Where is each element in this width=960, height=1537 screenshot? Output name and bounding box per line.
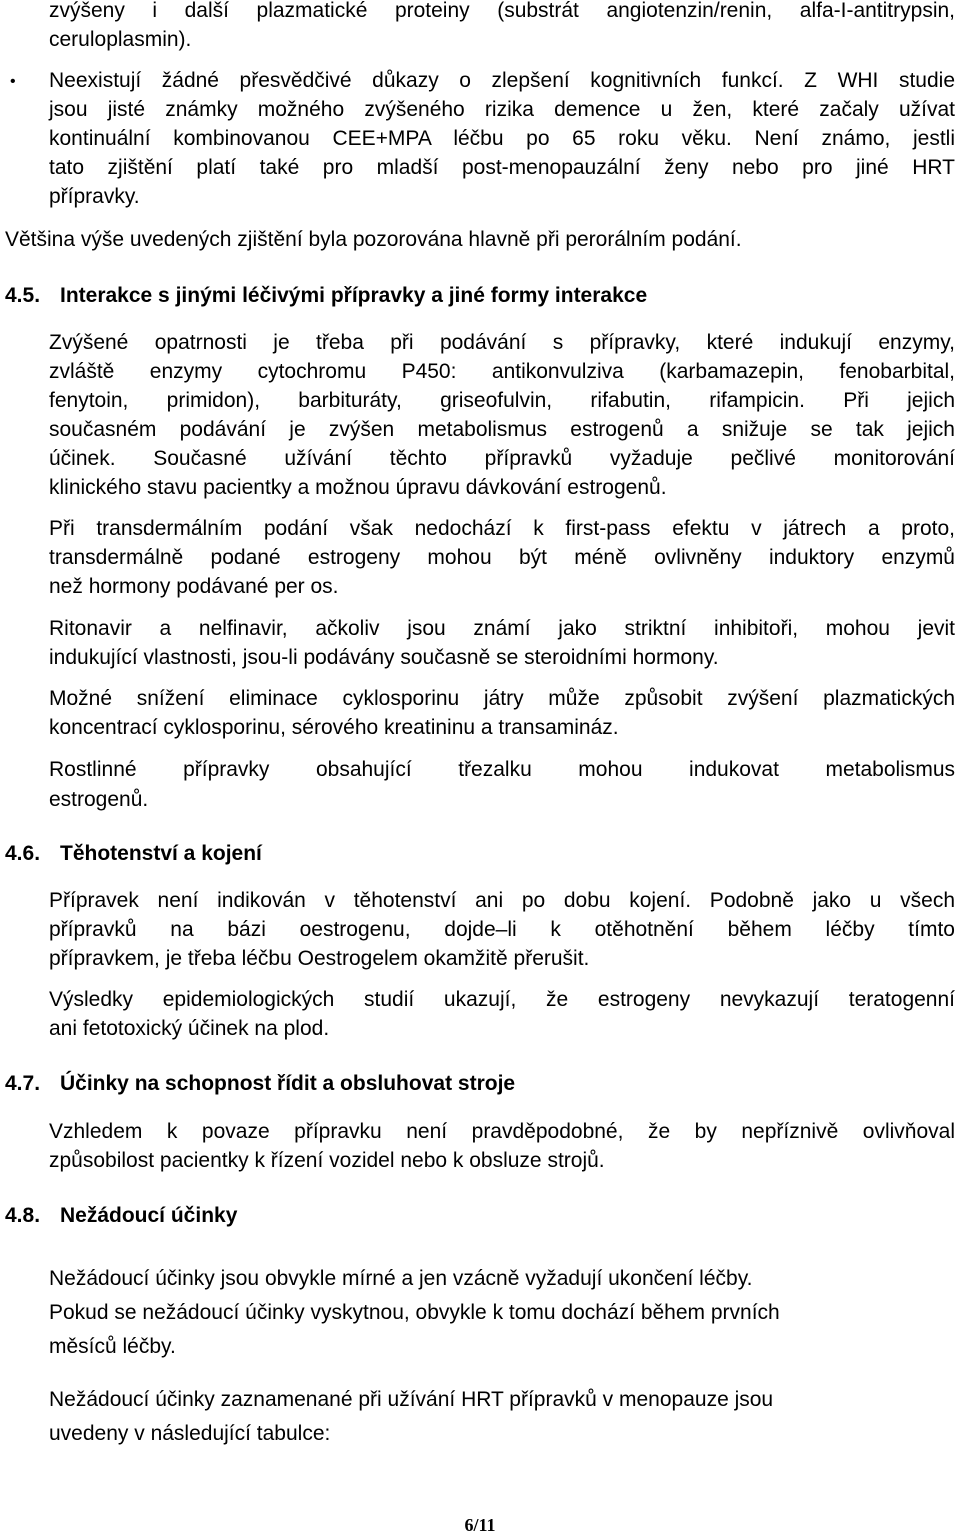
text-line: účinek. Současné užívání těchto přípravků vyžaduje pečlivé monitorování — [49, 447, 955, 470]
section-title: Účinky na schopnost řídit a obsluhovat stroje — [60, 1072, 516, 1095]
text-line: ani fetotoxický účinek na plod. — [49, 1017, 330, 1040]
text-line: zvýšeny i další plazmatické proteiny (substrát angiotenzin/renin, alfa-I-antitrypsin, — [49, 0, 955, 22]
text-line: měsíců léčby. — [49, 1335, 176, 1358]
text-line: Pokud se nežádoucí účinky vyskytnou, obvykle k tomu dochází během prvních — [49, 1301, 780, 1324]
page-number: 6/11 — [464, 1515, 496, 1535]
bullet-line: tato zjištění platí také pro mladší post-menopauzální ženy nebo pro jiné HRT — [49, 156, 955, 179]
text-line: fenytoin, primidon), barbituráty, griseofulvin, rifabutin, rifampicin. Při jejich — [49, 389, 955, 412]
text-line: Vzhledem k povaze přípravku není pravděpodobné, že by nepříznivě ovlivňoval — [49, 1120, 955, 1143]
text-line: ceruloplasmin). — [49, 28, 192, 51]
text-line: Výsledky epidemiologických studií ukazují, že estrogeny nevykazují teratogenní — [49, 988, 955, 1011]
section-number: 4.8. — [5, 1204, 41, 1227]
text-line: Rostlinné přípravky obsahující třezalku mohou indukovat metabolismus — [49, 758, 955, 781]
section-title: Nežádoucí účinky — [60, 1204, 238, 1227]
section-title: Těhotenství a kojení — [60, 842, 262, 865]
text-line: přípravků na bázi oestrogenu, dojde–li k otěhotnění během léčby tímto — [49, 918, 955, 941]
text-line: Nežádoucí účinky zaznamenané při užívání HRT přípravků v menopauze jsou — [49, 1388, 774, 1411]
text-line: Možné snížení eliminace cyklosporinu játry může způsobit zvýšení plazmatických — [49, 687, 955, 710]
text-line: Při transdermálním podání však nedochází k first-pass efektu v játrech a proto, — [49, 517, 955, 540]
text-line: zvláště enzymy cytochromu P450: antikonvulziva (karbamazepin, fenobarbital, — [49, 360, 955, 383]
summary-line: Většina výše uvedených zjištění byla pozorována hlavně při perorálním podání. — [5, 228, 742, 251]
bullet-line: přípravky. — [49, 185, 140, 208]
text-line: Přípravek není indikován v těhotenství ani po dobu kojení. Podobně jako u všech — [49, 889, 955, 912]
bullet-line: jsou jisté známky možného zvýšeného rizika demence u žen, které začaly užívat — [49, 98, 955, 121]
bullet-line: kontinuální kombinovanou CEE+MPA léčbu po 65 roku věku. Není známo, jestli — [49, 127, 955, 150]
text-line: estrogenů. — [49, 788, 149, 811]
text-line: Nežádoucí účinky jsou obvykle mírné a jen vzácně vyžadují ukončení léčby. — [49, 1267, 753, 1290]
section-number: 4.6. — [5, 842, 41, 865]
text-line: přípravkem, je třeba léčbu Oestrogelem okamžitě přerušit. — [49, 947, 590, 970]
bullet-icon: • — [10, 73, 16, 90]
text-line: koncentrací cyklosporinu, sérového kreatininu a transamináz. — [49, 716, 619, 739]
section-number: 4.5. — [5, 284, 41, 307]
text-line: způsobilost pacientky k řízení vozidel nebo k obsluze strojů. — [49, 1149, 605, 1172]
text-line: Ritonavir a nelfinavir, ačkoliv jsou známí jako striktní inhibitoři, mohou jevit — [49, 617, 955, 640]
section-title: Interakce s jinými léčivými přípravky a jiné formy interakce — [60, 284, 648, 307]
text-line: uvedeny v následující tabulce: — [49, 1422, 331, 1445]
text-line: současném podávání je zvýšen metabolismus estrogenů a snižuje se tak jejich — [49, 418, 955, 441]
bullet-line: Neexistují žádné přesvědčivé důkazy o zlepšení kognitivních funkcí. Z WHI studie — [49, 69, 955, 92]
text-line: než hormony podávané per os. — [49, 575, 339, 598]
text-line: indukující vlastnosti, jsou-li podávány současně se steroidními hormony. — [49, 646, 719, 669]
section-number: 4.7. — [5, 1072, 41, 1095]
text-line: transdermálně podané estrogeny mohou být méně ovlivněny induktory enzymů — [49, 546, 955, 569]
text-line: Zvýšené opatrnosti je třeba při podávání s přípravky, které indukují enzymy, — [49, 331, 955, 354]
text-line: klinického stavu pacientky a možnou úpravu dávkování estrogenů. — [49, 476, 667, 499]
